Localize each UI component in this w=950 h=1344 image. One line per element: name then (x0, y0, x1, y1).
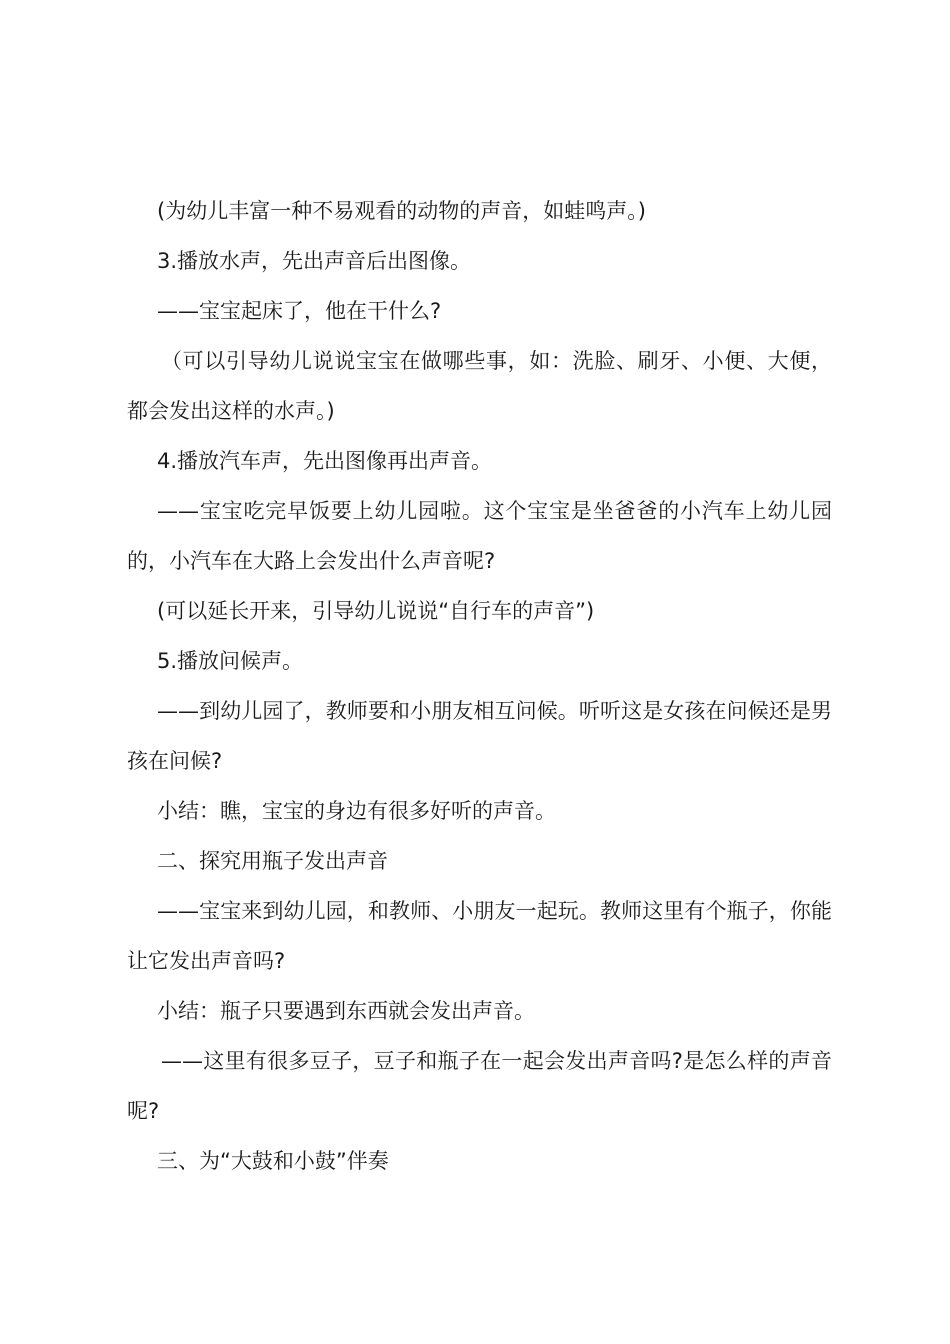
paragraph-step-4: 4.播放汽车声，先出图像再出声音。 (157, 449, 493, 473)
paragraph-question-beans: ——这里有很多豆子，豆子和瓶子在一起会发出声音吗?是怎么样的声音呢? (127, 1049, 832, 1123)
paragraph-note-bicycle: (可以延长开来，引导幼儿说说“自行车的声音”) (157, 599, 595, 623)
paragraph-note-water: （可以引导幼儿说说宝宝在做哪些事，如：洗脸、刷牙、小便、大便，都会发出这样的水声。) (127, 349, 832, 423)
paragraph-question-wake-up: ——宝宝起床了，他在干什么? (157, 299, 442, 323)
paragraph-summary-bottle: 小结：瓶子只要遇到东西就会发出声音。 (157, 999, 535, 1023)
paragraph-step-5: 5.播放问候声。 (157, 649, 304, 673)
paragraph-step-3: 3.播放水声，先出声音后出图像。 (157, 249, 472, 273)
paragraph-summary-sounds: 小结：瞧，宝宝的身边有很多好听的声音。 (157, 799, 556, 823)
paragraph-note-frog: (为幼儿丰富一种不易观看的动物的声音，如蛙鸣声。) (157, 199, 646, 223)
section-heading-3: 三、为“大鼓和小鼓”伴奏 (157, 1149, 389, 1173)
paragraph-question-car: ——宝宝吃完早饭要上幼儿园啦。这个宝宝是坐爸爸的小汽车上幼儿园的，小汽车在大路上会发出什么声音呢? (127, 499, 832, 573)
document-body (127, 186, 832, 1186)
section-heading-2: 二、探究用瓶子发出声音 (157, 849, 388, 873)
paragraph-question-bottle: ——宝宝来到幼儿园，和教师、小朋友一起玩。教师这里有个瓶子，你能让它发出声音吗? (127, 899, 832, 973)
paragraph-question-greeting: ——到幼儿园了，教师要和小朋友相互问候。听听这是女孩在问候还是男孩在问候? (127, 699, 832, 773)
